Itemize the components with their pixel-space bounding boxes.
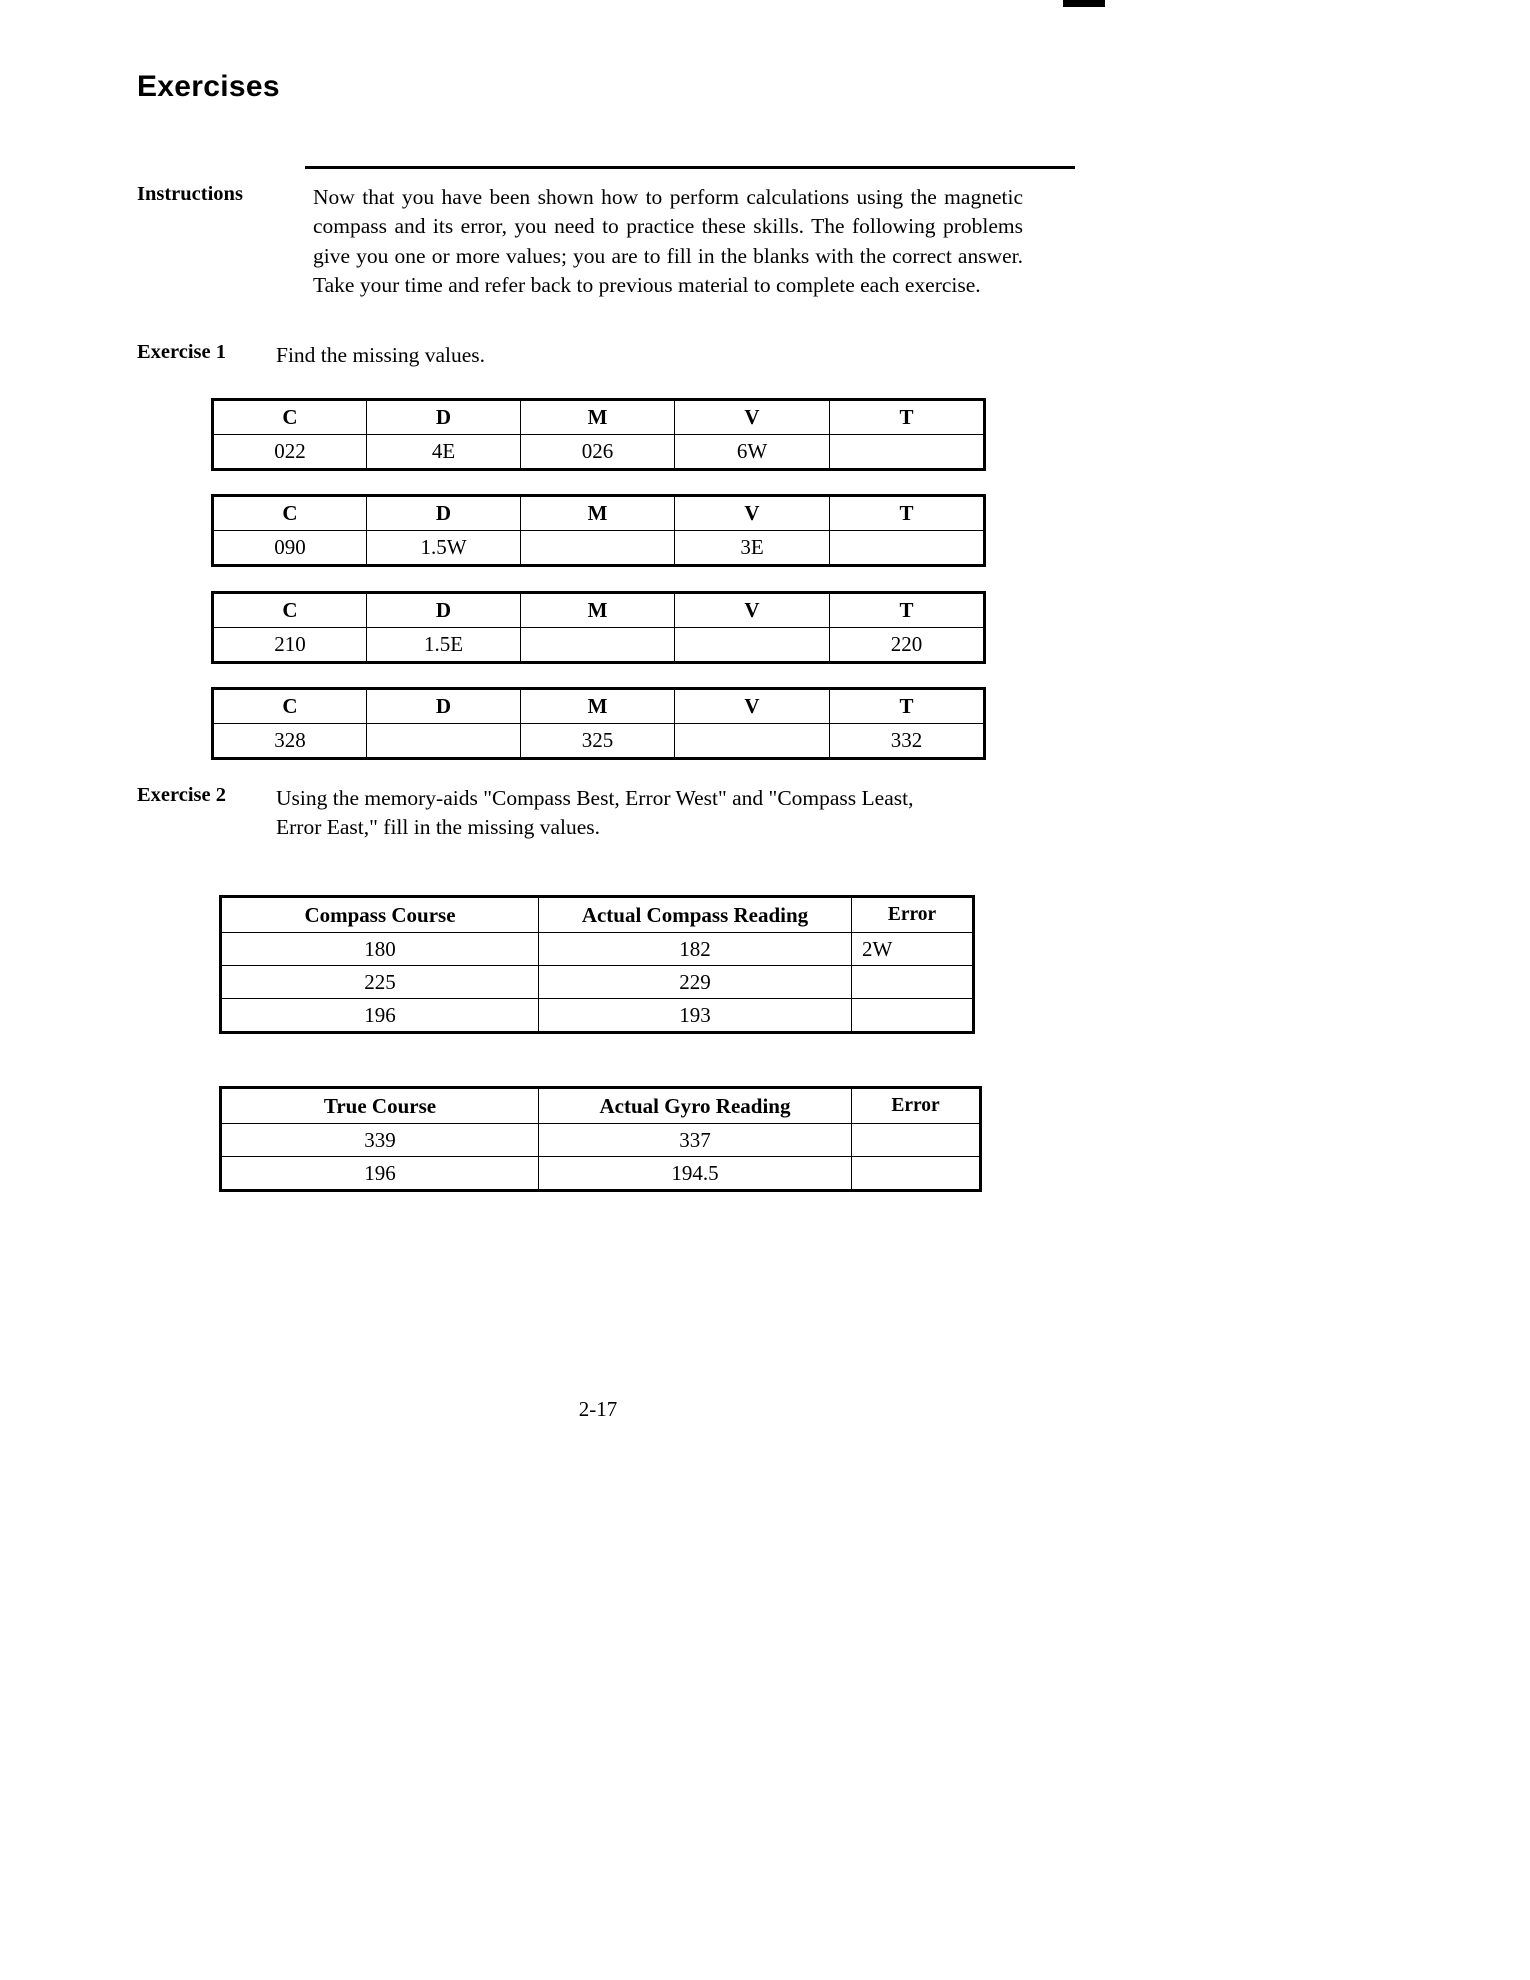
exercise-1-label: Exercise 1 — [137, 341, 226, 363]
cell-actual-gyro-reading[interactable]: 337 — [539, 1124, 852, 1157]
column-header-t: T — [830, 593, 985, 628]
cell-error[interactable] — [852, 1157, 981, 1191]
cell-d[interactable]: 4E — [367, 435, 521, 470]
column-header-compass-course: Compass Course — [221, 897, 539, 933]
table-row — [213, 724, 985, 759]
column-header-actual-gyro-reading: Actual Gyro Reading — [539, 1088, 852, 1124]
cdmvt-table-2 — [211, 494, 986, 567]
instructions-label: Instructions — [137, 183, 243, 205]
cell-error[interactable] — [852, 966, 974, 999]
cell-actual-compass-reading[interactable]: 182 — [539, 933, 852, 966]
column-header-m: M — [521, 496, 675, 531]
cdmvt-table-4 — [211, 687, 986, 760]
column-header-true-course: True Course — [221, 1088, 539, 1124]
cell-v[interactable]: 6W — [675, 435, 830, 470]
cell-actual-gyro-reading[interactable]: 194.5 — [539, 1157, 852, 1191]
title-divider-rule — [305, 166, 1075, 169]
cell-m[interactable]: 026 — [521, 435, 675, 470]
compass-course-table — [219, 895, 975, 1034]
cell-c[interactable]: 210 — [213, 628, 367, 663]
cell-d[interactable]: 1.5W — [367, 531, 521, 566]
column-header-d: D — [367, 496, 521, 531]
cell-d[interactable]: 1.5E — [367, 628, 521, 663]
column-header-t: T — [830, 400, 985, 435]
table-header-row — [221, 1088, 981, 1124]
cell-actual-compass-reading[interactable]: 193 — [539, 999, 852, 1033]
table-header-row — [213, 496, 985, 531]
cell-compass-course[interactable]: 196 — [221, 999, 539, 1033]
column-header-v: V — [675, 496, 830, 531]
exercise-2-label: Exercise 2 — [137, 784, 226, 806]
cell-v[interactable] — [675, 628, 830, 663]
table-header-row — [213, 400, 985, 435]
instructions-text: Now that you have been shown how to perform calculations using the magnetic compass and its error, you need to practice these skills. The following problems give you one or more values; you are to fill in the blanks with the correct answer. Take your time and refer back to previous material to complete each exercise. — [313, 185, 1023, 298]
column-header-c: C — [213, 400, 367, 435]
cell-error[interactable]: 2W — [852, 933, 974, 966]
column-header-d: D — [367, 689, 521, 724]
cell-true-course[interactable]: 339 — [221, 1124, 539, 1157]
cell-true-course[interactable]: 196 — [221, 1157, 539, 1191]
table-header-row — [213, 689, 985, 724]
column-header-m: M — [521, 689, 675, 724]
cell-c[interactable]: 022 — [213, 435, 367, 470]
cell-t[interactable] — [830, 435, 985, 470]
column-header-c: C — [213, 496, 367, 531]
cell-compass-course[interactable]: 225 — [221, 966, 539, 999]
column-header-error: Error — [852, 1088, 981, 1124]
table-row — [221, 999, 974, 1033]
cell-t[interactable] — [830, 531, 985, 566]
table-row — [221, 966, 974, 999]
exercise-2-text-line-1: Using the memory-aids "Compass Best, Error West" and "Compass Least, — [276, 786, 914, 810]
column-header-c: C — [213, 593, 367, 628]
exercise-1-text: Find the missing values. — [276, 343, 486, 367]
column-header-v: V — [675, 593, 830, 628]
cell-error[interactable] — [852, 1124, 981, 1157]
cell-c[interactable]: 090 — [213, 531, 367, 566]
table-row — [213, 531, 985, 566]
column-header-c: C — [213, 689, 367, 724]
cell-m[interactable] — [521, 531, 675, 566]
cell-v[interactable] — [675, 724, 830, 759]
cell-actual-compass-reading[interactable]: 229 — [539, 966, 852, 999]
exercise-2-text-line-2: Error East," fill in the missing values. — [276, 815, 601, 840]
cell-d[interactable] — [367, 724, 521, 759]
table-row — [213, 628, 985, 663]
cell-t[interactable]: 332 — [830, 724, 985, 759]
table-header-row — [213, 593, 985, 628]
page-number: 2-17 — [578, 1397, 618, 1421]
exercise-2-text — [276, 784, 1024, 843]
cdmvt-table-3 — [211, 591, 986, 664]
table-row — [221, 1157, 981, 1191]
column-header-v: V — [675, 689, 830, 724]
column-header-t: T — [830, 689, 985, 724]
column-header-d: D — [367, 400, 521, 435]
column-header-error: Error — [852, 897, 974, 933]
column-header-v: V — [675, 400, 830, 435]
cell-m[interactable]: 325 — [521, 724, 675, 759]
cell-v[interactable]: 3E — [675, 531, 830, 566]
column-header-m: M — [521, 593, 675, 628]
corner-crop-mark — [1063, 0, 1105, 7]
page-title: Exercises — [137, 70, 280, 103]
cell-c[interactable]: 328 — [213, 724, 367, 759]
table-row — [221, 1124, 981, 1157]
column-header-actual-compass-reading: Actual Compass Reading — [539, 897, 852, 933]
column-header-t: T — [830, 496, 985, 531]
table-header-row — [221, 897, 974, 933]
cell-m[interactable] — [521, 628, 675, 663]
cdmvt-table-1 — [211, 398, 986, 471]
true-course-gyro-table — [219, 1086, 982, 1192]
cell-t[interactable]: 220 — [830, 628, 985, 663]
cell-error[interactable] — [852, 999, 974, 1033]
column-header-d: D — [367, 593, 521, 628]
column-header-m: M — [521, 400, 675, 435]
table-row — [221, 933, 974, 966]
cell-compass-course[interactable]: 180 — [221, 933, 539, 966]
table-row — [213, 435, 985, 470]
